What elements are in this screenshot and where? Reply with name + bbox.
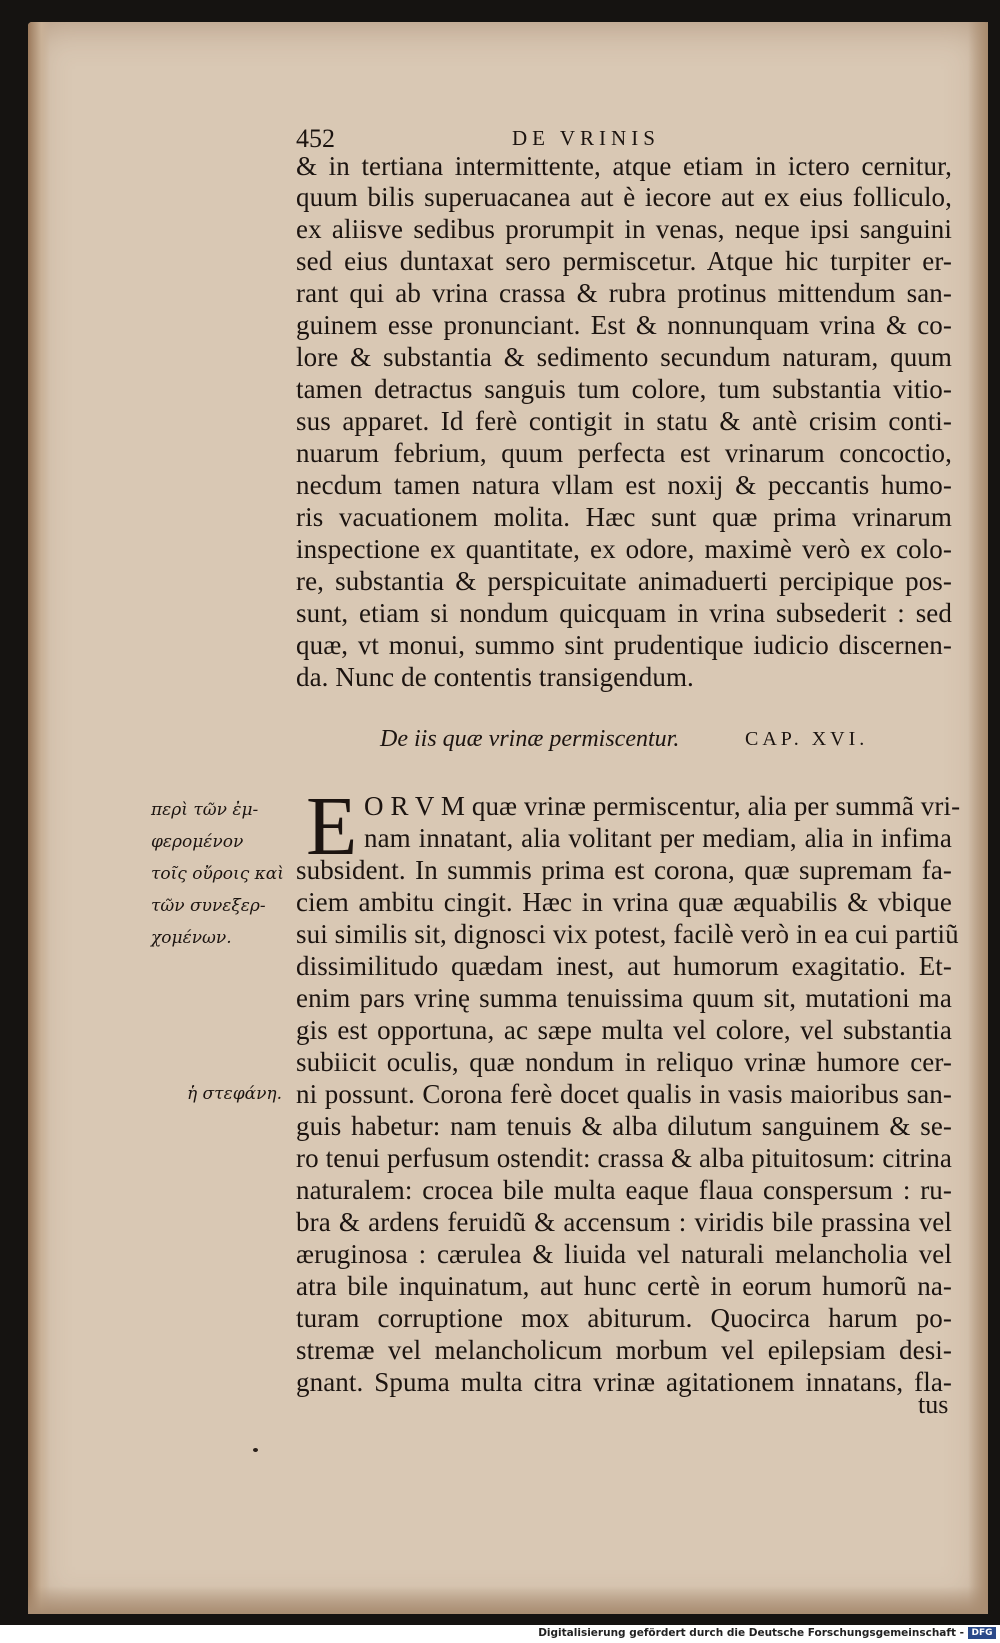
margin-note-line: τοῖς οὔροις καὶ — [151, 864, 284, 884]
margin-note-line: τῶν συνεξερ- — [151, 896, 266, 916]
margin-note-line: χομένων. — [151, 928, 232, 948]
text-line: ris vacuationem molita. Hæc sunt quæ prima vrinarum — [296, 502, 952, 532]
text-line: inspectione ex quantitate, ex odore, maximè verò ex colo- — [296, 534, 952, 564]
text-line: ro tenui perfusum ostendit: crassa & alba pituitosum: citrina — [296, 1143, 952, 1173]
text-line: tamen detractus sanguis tum colore, tum substantia vitio- — [296, 374, 952, 404]
text-line: dissimilitudo quædam inest, aut humorum exagitatio. Et- — [296, 951, 952, 981]
text-line: ni possunt. Corona ferè docet qualis in vasis maioribus san- — [296, 1079, 952, 1109]
dfg-logo: DFG — [968, 1627, 996, 1639]
text-line: naturalem: crocea bile multa eaque flaua conspersum : ru- — [296, 1175, 952, 1205]
text-line: & in tertiana intermittente, atque etiam in ictero cernitur, — [296, 151, 952, 181]
text-line: da. Nunc de contentis transigendum. — [296, 662, 694, 692]
margin-note-greek — [151, 794, 284, 954]
page-edge-shadow-right — [968, 22, 988, 1614]
margin-note-line: φερομένον — [151, 832, 244, 852]
text-line: sus apparet. Id ferè contigit in statu & antè crisim conti- — [296, 406, 952, 436]
text-line: quum bilis superuacanea aut è iecore aut ex eius folliculo, — [296, 182, 952, 212]
page-binding-shadow — [28, 22, 50, 1614]
text-line: subsident. In summis prima est corona, quæ supremam fa- — [296, 855, 952, 885]
ink-speck — [253, 1448, 258, 1452]
text-line: lore & substantia & sedimento secundum naturam, quum — [296, 342, 952, 372]
margin-note-line: περὶ τῶν ἐμ- — [151, 800, 259, 820]
text-line: necdum tamen natura vllam est noxij & peccantis humo- — [296, 470, 952, 500]
text-line: sui similis sit, dignosci vix potest, facilè verò in ea cui partiũ — [296, 919, 959, 949]
chapter-title: De iis quæ vrinæ permiscentur. — [380, 726, 680, 752]
text-line: sunt, etiam si nondum quicquam in vrina subsederit : sed — [296, 598, 952, 628]
funding-credit: Digitalisierung gefördert durch die Deutsche Forschungsgemeinschaft - — [538, 1627, 964, 1639]
catchword: tus — [918, 1390, 949, 1419]
page-edge-shadow-bottom — [28, 1586, 988, 1614]
text-line: rant qui ab vrina crassa & rubra protinus mittendum san- — [296, 278, 952, 308]
text-line: enim pars vrinę summa tenuissima quum sit, mutationi ma — [296, 983, 952, 1013]
text-line: guinem esse pronunciant. Est & nonnunquam vrina & co- — [296, 310, 952, 340]
text-line: ciem ambitu cingit. Hæc in vrina quæ æquabilis & vbique — [296, 887, 952, 917]
page-number: 452 — [296, 124, 335, 153]
chapter-heading — [380, 724, 890, 756]
text-line: turam corruptione mox abiturum. Quocirca harum po- — [296, 1303, 952, 1333]
running-title: DE VRINIS — [512, 126, 660, 150]
text-line: re, substantia & perspicuitate animaduerti percipique pos- — [296, 566, 952, 596]
text-line: gis est opportuna, ac sæpe multa vel colore, vel substantia — [296, 1015, 952, 1045]
text-line: bra & ardens feruidũ & accensum : viridis bile prassina vel — [296, 1207, 952, 1237]
text-line: æruginosa : cærulea & liuida vel naturali melancholia vel — [296, 1239, 952, 1269]
text-line: guis habetur: nam tenuis & alba dilutum sanguinem & se- — [296, 1111, 952, 1141]
chapter-number: CAP. XVI. — [745, 728, 869, 750]
text-line: stremæ vel melancholicum morbum vel epilepsiam desi- — [296, 1335, 952, 1365]
text-line: ex aliisve sedibus prorumpit in venas, neque ipsi sanguini — [296, 214, 952, 244]
text-line: gnant. Spuma multa citra vrinæ agitationem innatans, fla- — [296, 1367, 952, 1397]
text-line: nuarum febrium, quum perfecta est vrinarum concoctio, — [296, 438, 952, 468]
text-line: quæ, vt monui, summo sint prudentique iudicio discernen- — [296, 630, 952, 660]
text-line: nam innatant, alia volitant per mediam, alia in infima — [364, 823, 952, 853]
text-line: atra bile inquinatum, aut hunc certè in eorum humorũ na- — [296, 1271, 952, 1301]
drop-cap-initial: E — [306, 780, 358, 873]
text-line: O R V M quæ vrinæ permiscentur, alia per summã vri- — [364, 791, 961, 821]
margin-note-corona: ἡ στεφάνη. — [186, 1084, 282, 1104]
text-line: subiicit oculis, quæ nondum in reliquo vrinæ humore cer- — [296, 1047, 952, 1077]
text-line: sed eius duntaxat sero permiscetur. Atque hic turpiter er- — [296, 246, 952, 276]
